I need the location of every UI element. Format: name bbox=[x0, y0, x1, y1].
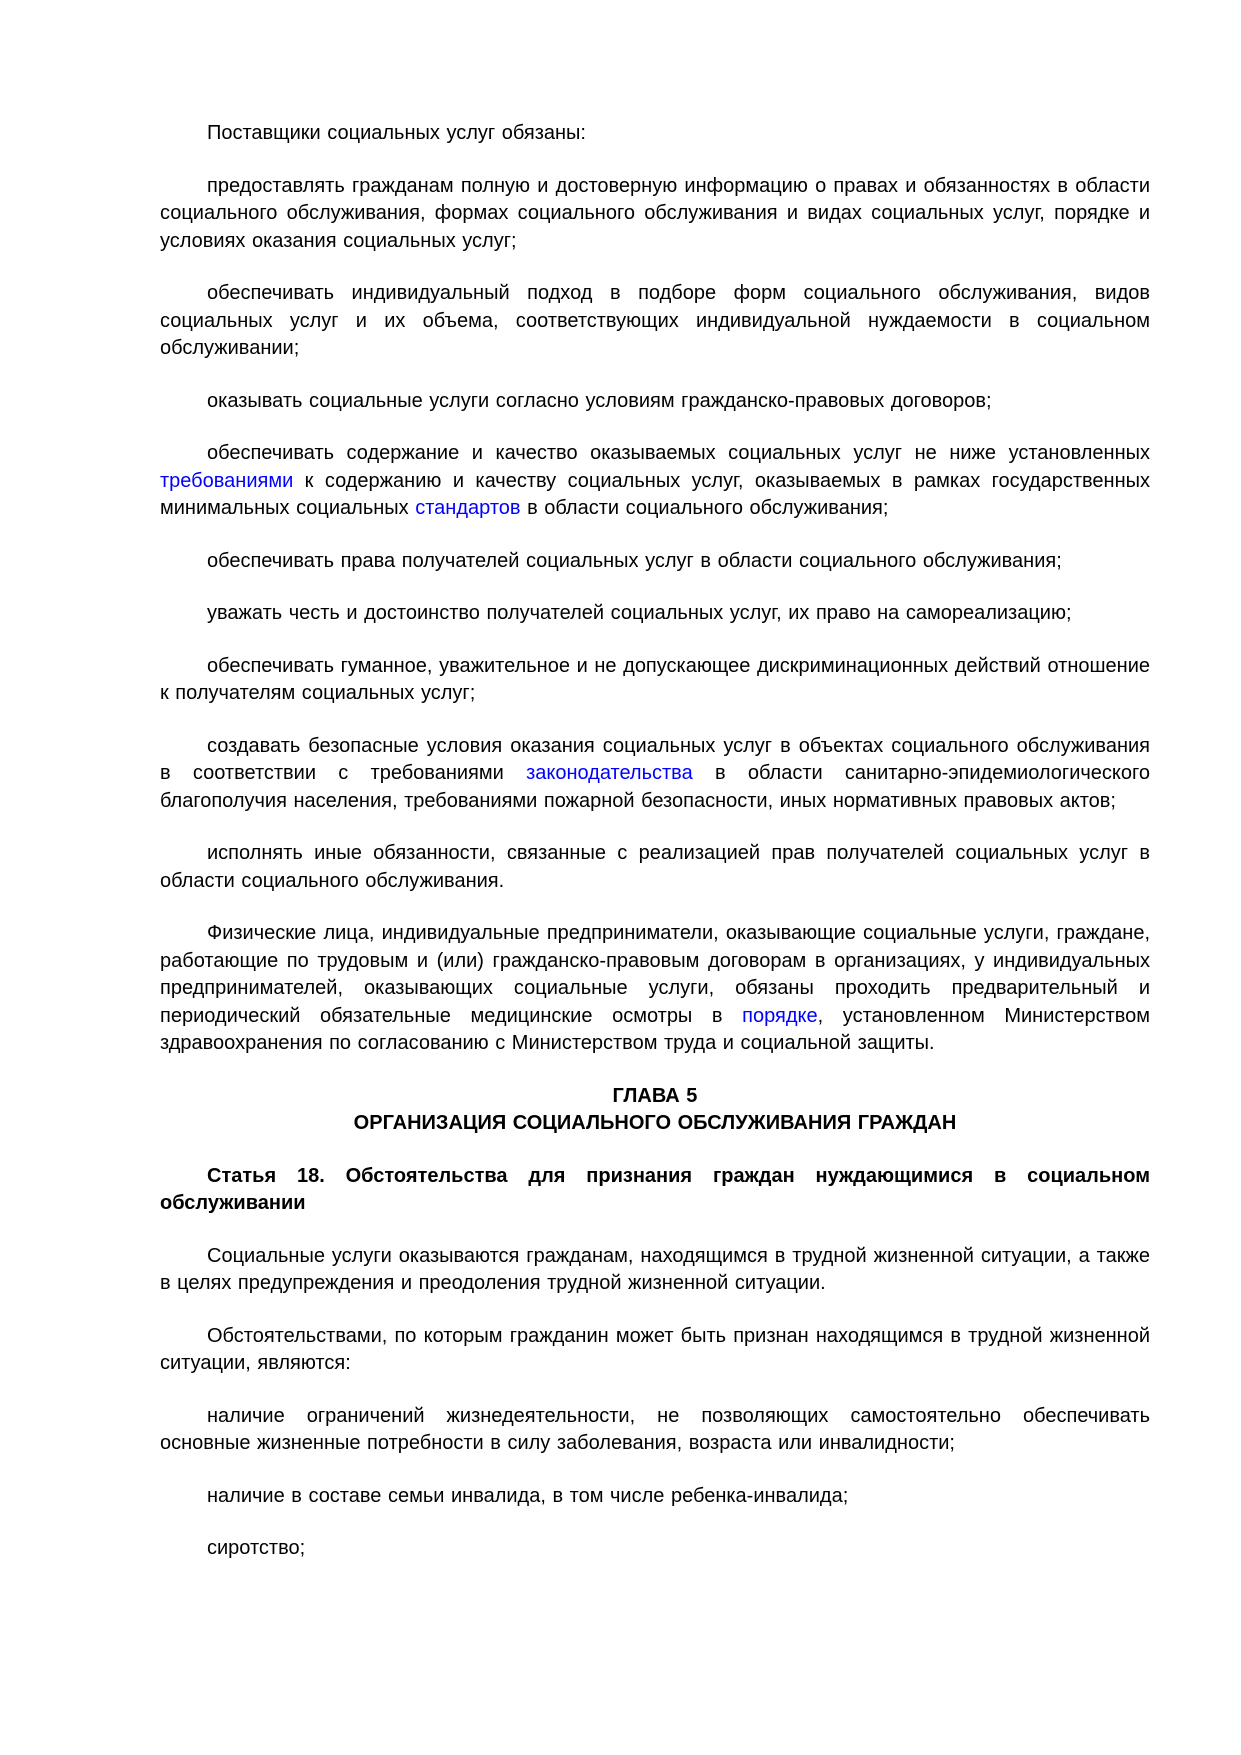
chapter-number: ГЛАВА 5 bbox=[612, 1084, 698, 1107]
paragraph-disabled-family-member: наличие в составе семьи инвалида, в том числе ребенка-инвалида; bbox=[207, 1484, 849, 1507]
paragraph-provide-information: предоставлять гражданам полную и достоверную информацию о правах и обязанностях в области социального обслуживания, формах социального обслуживания и видах социальных услуг, порядке и условиях оказания социальных услуг; bbox=[160, 174, 1150, 252]
article-18-heading: Статья 18. Обстоятельства для признания граждан нуждающимися в социальном обслуживании bbox=[160, 1164, 1150, 1214]
link-trebovaniyami[interactable]: требованиями bbox=[160, 469, 294, 492]
paragraph-text: в области социального обслуживания; bbox=[520, 497, 889, 519]
paragraph-text: Физические лица, индивидуальные предприниматели, оказывающие социальные услуги, граждане, работающие по трудовым и (или) гражданско-правовым договорам в организациях, у индивидуальных предпринимателей, оказывающих социальные услуги, обязаны проходить предварительный и периодический обязательные медицинские осмотры в bbox=[160, 922, 1150, 1027]
chapter-5-heading bbox=[160, 1083, 1150, 1138]
paragraph-circumstances-intro: Обстоятельствами, по которым гражданин может быть признан находящимся в трудной жизненной ситуации, являются: bbox=[160, 1324, 1150, 1374]
paragraph-civil-contracts: оказывать социальные услуги согласно условиям гражданско-правовых договоров; bbox=[207, 389, 992, 412]
link-zakonodatelstva[interactable]: законодательства bbox=[526, 762, 693, 784]
paragraph-text: обеспечивать содержание и качество оказываемых социальных услуг не ниже установленных bbox=[207, 442, 1150, 464]
paragraph-text: , установленном Министерством здравоохранения по согласованию с Министерством труда и социальной защиты. bbox=[160, 1004, 1150, 1054]
paragraph-ensure-rights: обеспечивать права получателей социальных услуг в области социального обслуживания; bbox=[207, 549, 1062, 572]
paragraph-medical-examinations bbox=[160, 920, 1150, 1058]
paragraph-text: создавать безопасные условия оказания социальных услуг в объектах социального обслуживания в соответствии с требованиями bbox=[160, 734, 1150, 784]
paragraph-humane-attitude: обеспечивать гуманное, уважительное и не допускающее дискриминационных действий отношение к получателям социальных услуг; bbox=[160, 654, 1150, 704]
paragraph-providers-obligations-intro: Поставщики социальных услуг обязаны: bbox=[207, 122, 586, 144]
paragraph-other-duties: исполнять иные обязанности, связанные с реализацией прав получателей социальных услуг в области социального обслуживания. bbox=[160, 842, 1150, 892]
paragraph-text: в области санитарно-эпидемиологического благополучия населения, требованиями пожарной безопасности, иных нормативных правовых актов; bbox=[160, 762, 1150, 812]
chapter-title: ОРГАНИЗАЦИЯ СОЦИАЛЬНОГО ОБСЛУЖИВАНИЯ ГРАЖДАН bbox=[353, 1112, 957, 1134]
paragraph-text: к содержанию и качеству социальных услуг, оказываемых в рамках государственных минимальных социальных bbox=[160, 469, 1150, 519]
link-standartov[interactable]: стандартов bbox=[415, 497, 521, 519]
paragraph-life-limitations: наличие ограничений жизнедеятельности, не позволяющих самостоятельно обеспечивать основные жизненные потребности в силу заболевания, возраста или инвалидности; bbox=[160, 1404, 1150, 1454]
paragraph-services-difficult-situation: Социальные услуги оказываются гражданам, находящимся в трудной жизненной ситуации, а также в целях предупреждения и преодоления трудной жизненной ситуации. bbox=[160, 1244, 1150, 1294]
paragraph-content-quality bbox=[160, 440, 1150, 523]
paragraph-orphanhood: сиротство; bbox=[207, 1537, 306, 1559]
paragraph-safe-conditions bbox=[160, 733, 1150, 816]
paragraph-individual-approach: обеспечивать индивидуальный подход в подборе форм социального обслуживания, видов социальных услуг и их объема, соответствующих индивидуальной нуждаемости в социальном обслуживании; bbox=[160, 282, 1150, 359]
link-poryadke[interactable]: порядке bbox=[742, 1004, 818, 1027]
document-content bbox=[160, 120, 1150, 1563]
paragraph-respect-dignity: уважать честь и достоинство получателей социальных услуг, их право на самореализацию; bbox=[207, 602, 1072, 624]
